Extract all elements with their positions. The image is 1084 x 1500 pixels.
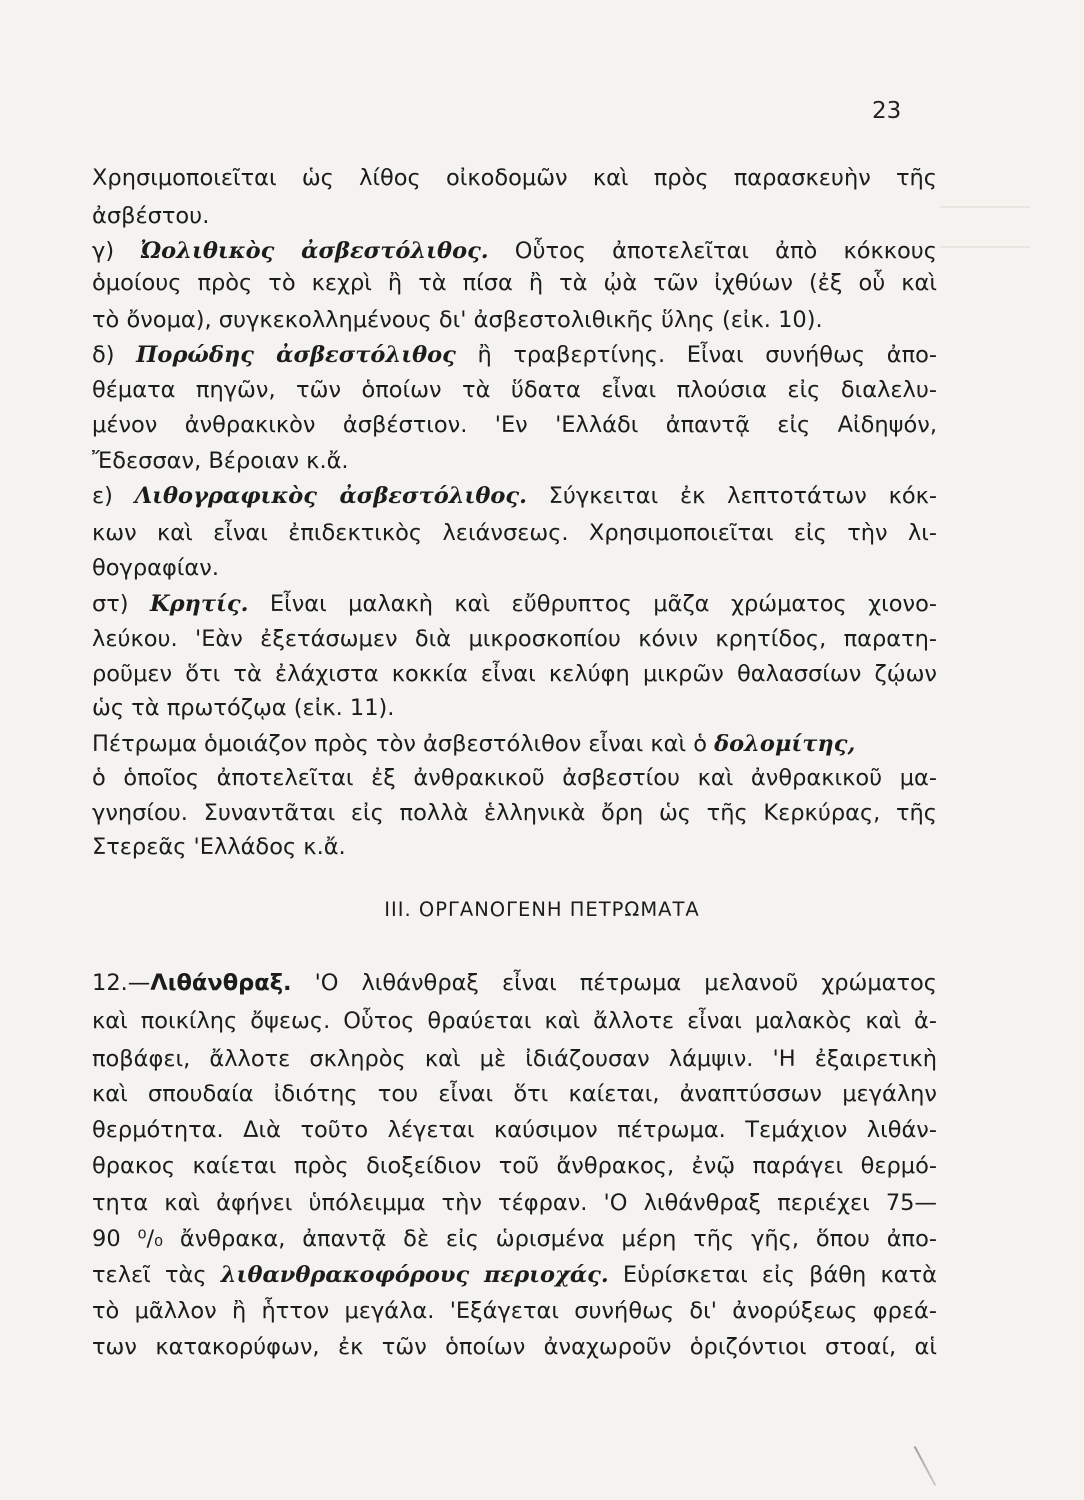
line-lead: ε) (92, 483, 135, 509)
line-lead: γ) (92, 238, 141, 264)
text-line: των κατακορύφων, ἐκ τῶν ὁποίων ἀναχωροῦν ὁριζόντιοι στοαί, αἱ (92, 1334, 937, 1360)
text-line: κων καὶ εἶναι ἐπιδεκτικὸς λειάνσεως. Χρησιμοποιεῖται εἰς τὴν λι- (92, 520, 937, 546)
text-line: τὸ μᾶλλον ἢ ἧττον μεγάλα. 'Εξάγεται συνήθως δι' ἀνορύξεως φρεά- (92, 1298, 937, 1324)
line-rest: Εἶναι μαλακὴ καὶ εὔθρυπτος μᾶζα χρώματος χιονο- (248, 591, 937, 617)
emphasized-term: Ὠολιθικὸς ἀσβεστόλιθος. (140, 238, 489, 264)
text-line: γνησίου. Συναντᾶται εἰς πολλὰ ἑλληνικὰ ὄρη ὡς τῆς Κερκύρας, τῆς (92, 800, 937, 826)
text-line (92, 1260, 937, 1290)
text-line: θρακος καίεται πρὸς διοξείδιον τοῦ ἄνθρακος, ἐνῷ παράγει θερμό- (92, 1153, 937, 1179)
line-rest: Οὗτος ἀποτελεῖται ἀπὸ κόκκους (488, 238, 937, 264)
text-line: Στερεᾶς 'Ελλάδος κ.ἄ. (92, 834, 346, 860)
text-line (92, 729, 937, 759)
page-number: 23 (872, 98, 902, 124)
text-line: ὡς τὰ πρωτόζῳα (εἰκ. 11). (92, 695, 395, 721)
emphasized-term: Πορώδης ἀσβεστόλιθος (136, 342, 456, 368)
pencil-mark (914, 1446, 936, 1486)
text-line: μένον ἀνθρακικὸν ἀσβέστιον. 'Εν 'Ελλάδι ἀπαντᾷ εἰς Αἰδηψόν, (92, 412, 937, 438)
line-rest: Εὑρίσκεται εἰς βάθη κατὰ (608, 1262, 937, 1288)
text-line: ροῦμεν ὅτι τὰ ἐλάχιστα κοκκία εἶναι κελύφη μικρῶν θαλασσίων ζῴων (92, 661, 937, 687)
text-line: καὶ σπουδαία ἰδιότης του εἶναι ὅτι καίεται, ἀναπτύσσων μεγάλην (92, 1081, 937, 1107)
line-lead: τελεῖ τὰς (92, 1262, 221, 1288)
text-line (92, 968, 937, 998)
text-line: θογραφίαν. (92, 555, 219, 581)
line-lead: δ) (92, 342, 137, 368)
bleed-through-mark (940, 206, 1030, 208)
text-line (92, 589, 937, 619)
bleed-through-mark (940, 246, 1030, 248)
text-line: ἀσβέστου. (92, 203, 210, 229)
text-line: 90 ⁰/₀ ἄνθρακα, ἀπαντᾷ δὲ εἰς ὡρισμένα μέρη τῆς γῆς, ὅπου ἀπο- (92, 1226, 937, 1252)
text-line: καὶ ποικίλης ὄψεως. Οὗτος θραύεται καὶ ἄλλοτε εἶναι μαλακὸς καὶ ἀ- (92, 1008, 937, 1034)
emphasized-term: Κρητίς. (150, 591, 249, 617)
line-lead: στ) (92, 591, 151, 617)
line-rest: ἢ τραβερτίνης. Εἶναι συνήθως ἀπο- (455, 342, 937, 368)
line-rest: 'Ο λιθάνθραξ εἶναι πέτρωμα μελανοῦ χρώματος (291, 970, 937, 996)
text-line: ὁ ὁποῖος ἀποτελεῖται ἐξ ἀνθρακικοῦ ἀσβεστίου καὶ ἀνθρακικοῦ μα- (92, 765, 937, 791)
line-lead: 12.— (92, 970, 151, 996)
text-line: ὁμοίους πρὸς τὸ κεχρὶ ἢ τὰ πίσα ἢ τὰ ᾠὰ τῶν ἰχθύων (ἐξ οὗ καὶ (92, 270, 937, 296)
text-line: λεύκου. 'Εὰν ἐξετάσωμεν διὰ μικροσκοπίου κόνιν κρητίδος, παρατη- (92, 626, 937, 652)
text-line: Χρησιμοποιεῖται ὡς λίθος οἰκοδομῶν καὶ πρὸς παρασκευὴν τῆς (92, 165, 937, 191)
section-heading: III. ΟΡΓΑΝΟΓΕΝΗ ΠΕΤΡΩΜΑΤΑ (384, 898, 700, 921)
emphasized-term: Λιθογραφικὸς ἀσβεστόλιθος. (134, 483, 527, 509)
text-line (92, 340, 937, 370)
text-line: θέματα πηγῶν, τῶν ὁποίων τὰ ὕδατα εἶναι πλούσια εἰς διαλελυ- (92, 377, 937, 403)
line-rest: Σύγκειται ἐκ λεπτοτάτων κόκ- (526, 483, 938, 509)
text-line (92, 236, 937, 266)
text-line: τητα καὶ ἀφήνει ὑπόλειμμα τὴν τέφραν. 'Ο λιθάνθραξ περιέχει 75— (92, 1190, 937, 1216)
text-line: ποβάφει, ἄλλοτε σκληρὸς καὶ μὲ ἰδιάζουσαν λάμψιν. 'Η ἐξαιρετικὴ (92, 1046, 937, 1072)
emphasized-term: δολομίτης, (714, 731, 856, 757)
text-line: Ἔδεσσαν, Βέροιαν κ.ἄ. (92, 448, 349, 474)
line-lead: Πέτρωμα ὁμοιάζον πρὸς τὸν ἀσβεστόλιθον εἶναι καὶ ὁ (92, 731, 715, 757)
emphasized-term: λιθανθρακοφόρους περιοχάς. (220, 1262, 609, 1288)
emphasized-term: Λιθάνθραξ. (150, 970, 292, 996)
text-line: θερμότητα. Διὰ τοῦτο λέγεται καύσιμον πέτρωμα. Τεμάχιον λιθάν- (92, 1117, 937, 1143)
text-line: τὸ ὄνομα), συγκεκολλημένους δι' ἀσβεστολιθικῆς ὕλης (εἰκ. 10). (92, 307, 823, 333)
text-line (92, 481, 937, 511)
